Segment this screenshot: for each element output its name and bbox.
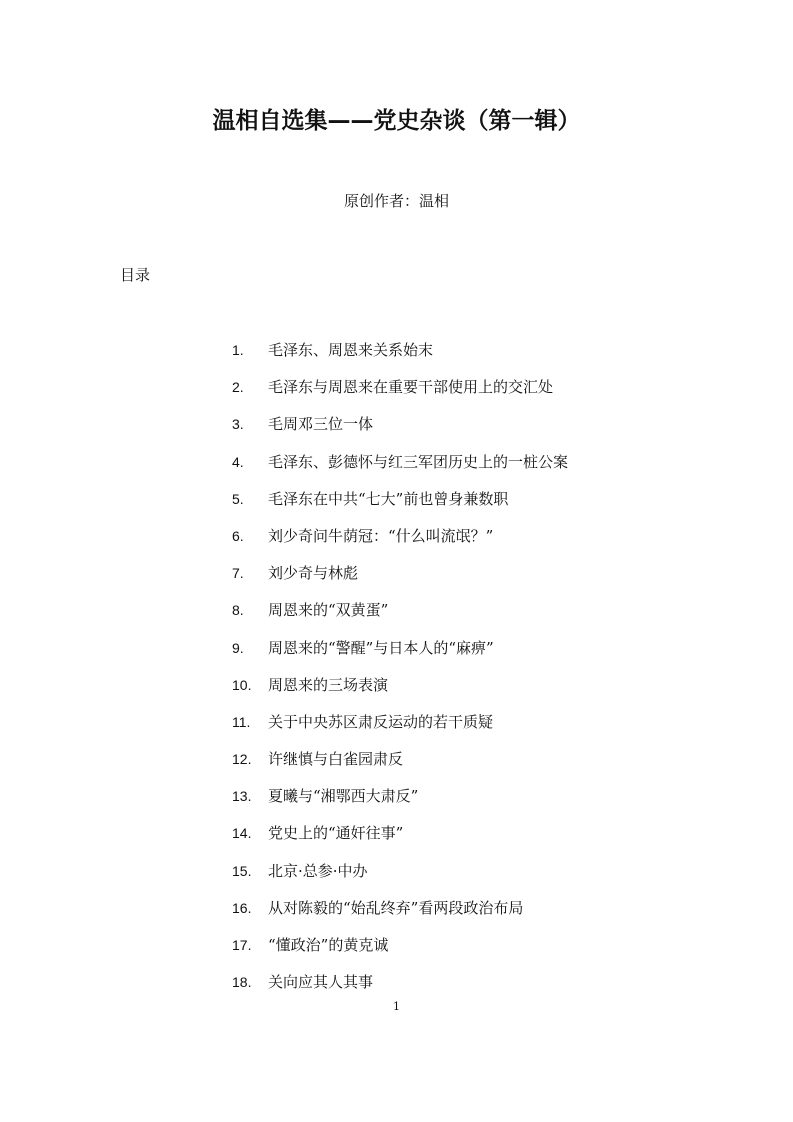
toc-item[interactable]: [232, 898, 568, 935]
toc-item-title: 周恩来的“警醒”与日本人的“麻痹”: [268, 638, 494, 657]
toc-item[interactable]: [232, 935, 568, 972]
toc-item[interactable]: [232, 377, 568, 414]
page-number: 1: [393, 1000, 400, 1013]
toc-item-title: 刘少奇问牛荫冠：“什么叫流氓？”: [268, 526, 494, 545]
toc-item-title: 许继慎与白雀园肃反: [268, 750, 404, 769]
toc-item-title: 毛泽东、彭德怀与红三军团历史上的一桩公案: [268, 452, 569, 471]
toc-item-title: 关向应其人其事: [268, 973, 374, 992]
toc-item-number: 17.: [232, 937, 252, 953]
toc-item-title: 党史上的“通奸往事”: [268, 824, 404, 843]
toc-item-title: 毛周邓三位一体: [268, 415, 374, 434]
toc-item-number: 4.: [232, 453, 244, 470]
toc-item-title: “懂政治”的黄克诚: [268, 936, 389, 954]
toc-item-number: 12.: [232, 751, 252, 768]
toc-item[interactable]: [232, 489, 568, 526]
toc-item[interactable]: [232, 452, 568, 489]
toc-item-number: 5.: [232, 490, 244, 507]
toc-item-number: 9.: [232, 639, 244, 656]
toc-item[interactable]: [232, 749, 568, 786]
toc-item[interactable]: [232, 638, 568, 675]
toc-item[interactable]: [232, 823, 568, 860]
toc-item-number: 13.: [232, 788, 252, 805]
toc-item-number: 1.: [232, 342, 244, 358]
toc-item[interactable]: [232, 340, 568, 377]
toc-item[interactable]: [232, 712, 568, 749]
table-of-contents: [232, 340, 568, 1009]
toc-item-number: 18.: [232, 974, 252, 991]
toc-item-number: 2.: [232, 379, 244, 396]
author-line: 原创作者：温相: [343, 192, 449, 210]
document-title: 温相自选集——党史杂谈（第一辑）: [212, 108, 581, 134]
toc-item-title: 从对陈毅的“始乱终弃”看两段政治布局: [268, 898, 524, 917]
toc-item-number: 10.: [232, 676, 252, 693]
toc-item[interactable]: [232, 600, 568, 637]
toc-item-number: 15.: [232, 862, 252, 879]
toc-item-number: 7.: [232, 565, 244, 582]
toc-item-title: 毛泽东与周恩来在重要干部使用上的交汇处: [268, 378, 554, 397]
toc-item-title: 关于中央苏区肃反运动的若干质疑: [268, 712, 494, 731]
toc-item-number: 3.: [232, 416, 244, 433]
toc-item[interactable]: [232, 675, 568, 712]
toc-item[interactable]: [232, 786, 568, 823]
toc-item-number: 6.: [232, 527, 244, 544]
toc-item-number: 8.: [232, 602, 244, 619]
toc-item-title: 毛泽东、周恩来关系始末: [268, 341, 434, 359]
toc-item-number: 11.: [232, 713, 251, 730]
toc-item-title: 周恩来的三场表演: [268, 675, 389, 694]
toc-item-number: 14.: [232, 825, 252, 842]
toc-item-title: 刘少奇与林彪: [268, 564, 359, 583]
toc-item-title: 毛泽东在中共“七大”前也曾身兼数职: [268, 489, 509, 508]
toc-heading: 目录: [120, 266, 151, 284]
toc-item[interactable]: [232, 563, 568, 600]
toc-item-title: 周恩来的“双黄蛋”: [268, 601, 389, 620]
toc-item-title: 夏曦与“湘鄂西大肃反”: [268, 787, 419, 806]
toc-item-title: 北京·总参·中办: [268, 861, 368, 880]
toc-item[interactable]: [232, 861, 568, 898]
toc-item-number: 16.: [232, 899, 252, 916]
toc-item[interactable]: [232, 526, 568, 563]
toc-item[interactable]: [232, 414, 568, 451]
